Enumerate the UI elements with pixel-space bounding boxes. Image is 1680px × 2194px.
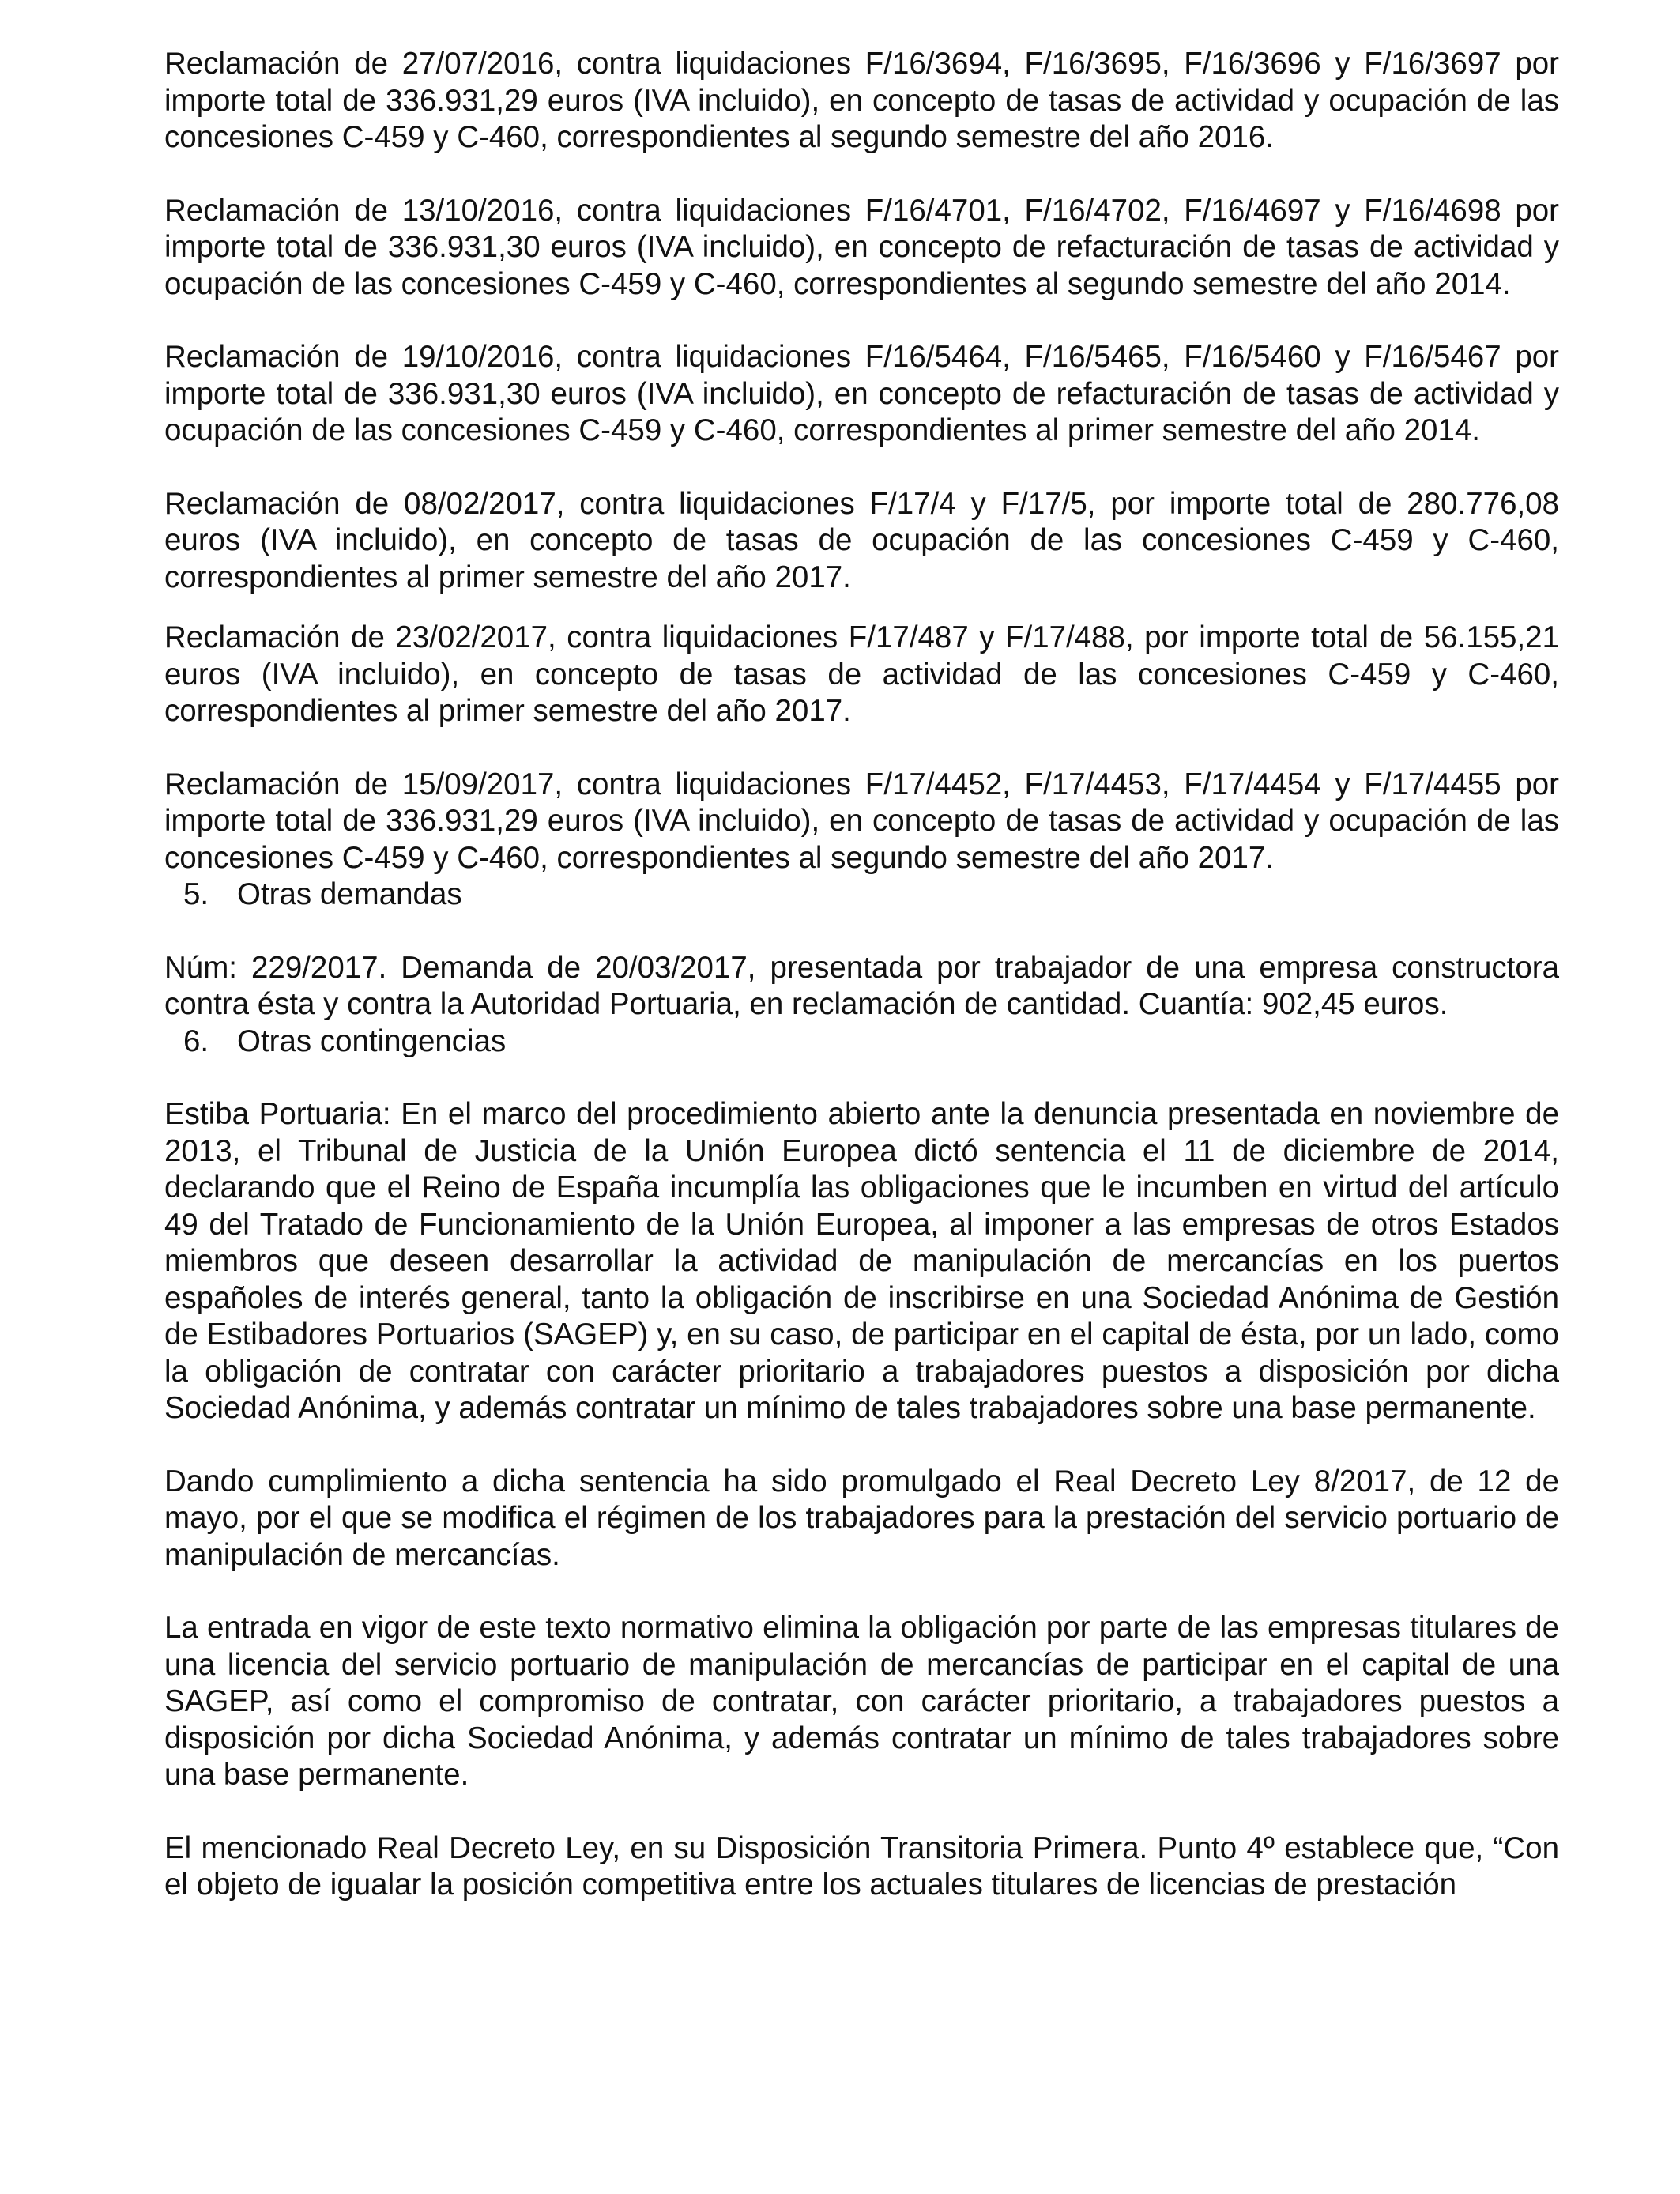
disposicion-transitoria-paragraph: El mencionado Real Decreto Ley, en su Disposición Transitoria Primera. Punto 4º establece que, “Con el objeto de igualar la posición competitiva entre los actuales titulares de licencias de prestación	[164, 1830, 1559, 1902]
entrada-vigor-paragraph: La entrada en vigor de este texto normativo elimina la obligación por parte de las empresas titulares de una licencia del servicio portuario de manipulación de mercancías de participar en el capital de una SAGEP, así como el compromiso de contratar, con carácter prioritario, a trabajadores puestos a disposición por dicha Sociedad Anónima, y además contratar un mínimo de tales trabajadores sobre una base permanente.	[164, 1611, 1559, 1792]
reclamacion-paragraph: Reclamación de 27/07/2016, contra liquidaciones F/16/3694, F/16/3695, F/16/3696 y F/16/3697 por importe total de 336.931,29 euros (IVA incluido), en concepto de tasas de actividad y ocupación de las concesiones C-459 y C-460, correspondientes al segundo semestre del año 2016.	[164, 47, 1559, 154]
estiba-paragraph: Estiba Portuaria: En el marco del procedimiento abierto ante la denuncia presentada en noviembre de 2013, el Tribunal de Justicia de la Unión Europea dictó sentencia el 11 de diciembre de 2014, declarando que el Reino de España incumplía las obligaciones que le incumben en virtud del artículo 49 del Tratado de Funcionamiento de la Unión Europea, al imponer a las empresas de otros Estados miembros que deseen desarrollar la actividad de manipulación de mercancías en los puertos españoles de interés general, tanto la obligación de inscribirse en una Sociedad Anónima de Gestión de Estibadores Portuarios (SAGEP) y, en su caso, de participar en el capital de ésta, por un lado, como la obligación de contratar con carácter prioritario a trabajadores puestos a disposición por dicha Sociedad Anónima, y además contratar un mínimo de tales trabajadores sobre una base permanente.	[164, 1097, 1559, 1425]
reclamacion-paragraph: Reclamación de 19/10/2016, contra liquidaciones F/16/5464, F/16/5465, F/16/5460 y F/16/5467 por importe total de 336.931,30 euros (IVA incluido), en concepto de refacturación de tasas de actividad y ocupación de las concesiones C-459 y C-460, correspondientes al primer semestre del año 2014.	[164, 340, 1559, 447]
reclamacion-paragraph: Reclamación de 15/09/2017, contra liquidaciones F/17/4452, F/17/4453, F/17/4454 y F/17/4455 por importe total de 336.931,29 euros (IVA incluido), en concepto de tasas de actividad y ocupación de las concesiones C-459 y C-460, correspondientes al segundo semestre del año 2017.	[164, 767, 1559, 875]
section-title: Otras contingencias	[237, 1023, 507, 1058]
reclamacion-paragraph: Reclamación de 08/02/2017, contra liquidaciones F/17/4 y F/17/5, por importe total de 280.776,08 euros (IVA incluido), en concepto de tasas de ocupación de las concesiones C-459 y C-460, correspondientes al primer semestre del año 2017.	[164, 486, 1559, 594]
section-heading-otras-demandas	[164, 876, 1559, 914]
reclamacion-paragraph: Reclamación de 23/02/2017, contra liquidaciones F/17/487 y F/17/488, por importe total de 56.155,21 euros (IVA incluido), en concepto de tasas de actividad de las concesiones C-459 y C-460, correspondientes al primer semestre del año 2017.	[164, 620, 1559, 728]
reclamacion-paragraph: Reclamación de 13/10/2016, contra liquidaciones F/16/4701, F/16/4702, F/16/4697 y F/16/4698 por importe total de 336.931,30 euros (IVA incluido), en concepto de refacturación de tasas de actividad y ocupación de las concesiones C-459 y C-460, correspondientes al segundo semestre del año 2014.	[164, 193, 1559, 301]
section-title: Otras demandas	[237, 877, 462, 911]
document-page	[164, 46, 1559, 1904]
section-number: 5.	[183, 877, 209, 911]
demanda-paragraph: Núm: 229/2017. Demanda de 20/03/2017, presentada por trabajador de una empresa constructora contra ésta y contra la Autoridad Portuaria, en reclamación de cantidad. Cuantía: 902,45 euros.	[164, 950, 1559, 1021]
section-heading-otras-contingencias	[164, 1023, 1559, 1061]
section-number: 6.	[183, 1023, 209, 1058]
real-decreto-paragraph: Dando cumplimiento a dicha sentencia ha sido promulgado el Real Decreto Ley 8/2017, de 12 de mayo, por el que se modifica el régimen de los trabajadores para la prestación del servicio portuario de manipulación de mercancías.	[164, 1464, 1559, 1572]
